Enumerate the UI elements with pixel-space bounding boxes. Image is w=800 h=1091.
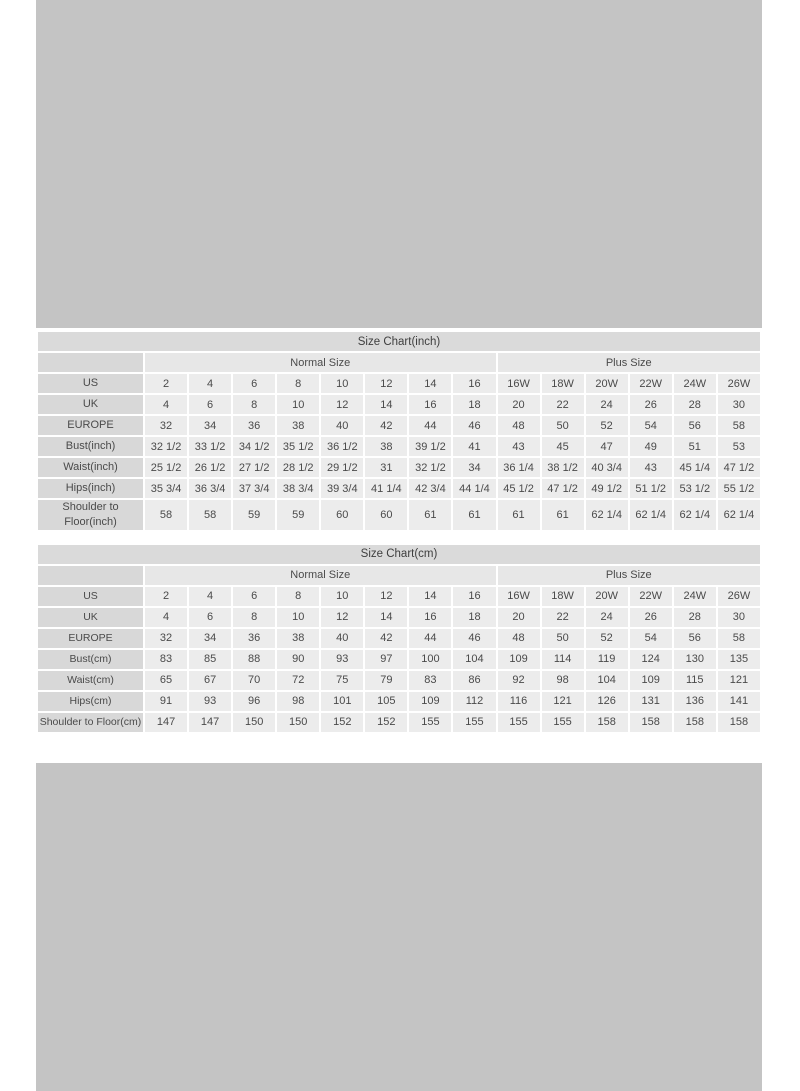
row-label: Waist(cm)	[38, 671, 143, 690]
size-value-cell: 10	[277, 608, 319, 627]
table-row	[38, 650, 760, 669]
size-value-cell: 28	[674, 608, 716, 627]
size-value-cell: 93	[321, 650, 363, 669]
size-value-cell: 45	[542, 437, 584, 456]
table-row	[38, 671, 760, 690]
size-value-cell: 62 1/4	[674, 500, 716, 530]
size-value-cell: 152	[365, 713, 407, 732]
size-value-cell: 130	[674, 650, 716, 669]
size-value-cell: 4	[189, 374, 231, 393]
size-value-cell: 61	[498, 500, 540, 530]
table-row	[38, 437, 760, 456]
size-value-cell: 2	[145, 587, 187, 606]
size-value-cell: 124	[630, 650, 672, 669]
size-value-cell: 150	[233, 713, 275, 732]
table-row	[38, 395, 760, 414]
size-value-cell: 18	[453, 608, 495, 627]
size-value-cell: 40 3/4	[586, 458, 628, 477]
size-value-cell: 26W	[718, 374, 760, 393]
size-value-cell: 49 1/2	[586, 479, 628, 498]
table-row	[38, 479, 760, 498]
size-value-cell: 44	[409, 629, 451, 648]
size-value-cell: 135	[718, 650, 760, 669]
size-value-cell: 136	[674, 692, 716, 711]
size-value-cell: 10	[321, 587, 363, 606]
size-value-cell: 56	[674, 416, 716, 435]
size-value-cell: 41	[453, 437, 495, 456]
size-value-cell: 62 1/4	[630, 500, 672, 530]
size-value-cell: 158	[630, 713, 672, 732]
size-value-cell: 43	[630, 458, 672, 477]
size-value-cell: 49	[630, 437, 672, 456]
size-value-cell: 158	[674, 713, 716, 732]
size-value-cell: 24	[586, 608, 628, 627]
size-value-cell: 48	[498, 416, 540, 435]
size-value-cell: 75	[321, 671, 363, 690]
size-value-cell: 58	[718, 416, 760, 435]
size-value-cell: 54	[630, 629, 672, 648]
row-label: US	[38, 587, 143, 606]
size-value-cell: 85	[189, 650, 231, 669]
size-value-cell: 61	[542, 500, 584, 530]
size-value-cell: 16	[453, 587, 495, 606]
size-value-cell: 30	[718, 395, 760, 414]
size-value-cell: 8	[277, 374, 319, 393]
size-value-cell: 12	[321, 608, 363, 627]
size-value-cell: 16	[453, 374, 495, 393]
size-value-cell: 26W	[718, 587, 760, 606]
size-value-cell: 6	[233, 587, 275, 606]
size-value-cell: 116	[498, 692, 540, 711]
size-value-cell: 8	[233, 395, 275, 414]
size-value-cell: 121	[542, 692, 584, 711]
size-value-cell: 28	[674, 395, 716, 414]
size-value-cell: 40	[321, 416, 363, 435]
size-value-cell: 27 1/2	[233, 458, 275, 477]
size-value-cell: 56	[674, 629, 716, 648]
size-value-cell: 33 1/2	[189, 437, 231, 456]
size-value-cell: 32 1/2	[145, 437, 187, 456]
size-value-cell: 141	[718, 692, 760, 711]
size-value-cell: 8	[233, 608, 275, 627]
size-value-cell: 24	[586, 395, 628, 414]
size-value-cell: 38	[365, 437, 407, 456]
size-value-cell: 36 1/4	[498, 458, 540, 477]
size-value-cell: 147	[145, 713, 187, 732]
table-row	[38, 500, 760, 530]
size-value-cell: 50	[542, 416, 584, 435]
size-value-cell: 34	[189, 629, 231, 648]
size-value-cell: 2	[145, 374, 187, 393]
table-row	[38, 416, 760, 435]
size-value-cell: 90	[277, 650, 319, 669]
size-value-cell: 92	[498, 671, 540, 690]
size-value-cell: 6	[233, 374, 275, 393]
group-header: Plus Size	[498, 566, 761, 585]
size-value-cell: 14	[409, 374, 451, 393]
size-value-cell: 35 3/4	[145, 479, 187, 498]
table-row	[38, 629, 760, 648]
size-value-cell: 58	[718, 629, 760, 648]
size-chart-tables	[36, 330, 762, 734]
size-value-cell: 109	[498, 650, 540, 669]
table-row	[38, 608, 760, 627]
size-value-cell: 53 1/2	[674, 479, 716, 498]
size-value-cell: 60	[321, 500, 363, 530]
size-value-cell: 46	[453, 629, 495, 648]
size-value-cell: 32 1/2	[409, 458, 451, 477]
size-value-cell: 131	[630, 692, 672, 711]
row-label: Bust(inch)	[38, 437, 143, 456]
table-row	[38, 713, 760, 732]
size-value-cell: 8	[277, 587, 319, 606]
row-label: Bust(cm)	[38, 650, 143, 669]
size-value-cell: 53	[718, 437, 760, 456]
size-value-cell: 36 3/4	[189, 479, 231, 498]
size-value-cell: 150	[277, 713, 319, 732]
size-value-cell: 18W	[542, 374, 584, 393]
size-value-cell: 40	[321, 629, 363, 648]
size-chart-cm	[36, 543, 762, 734]
size-value-cell: 29 1/2	[321, 458, 363, 477]
table-row	[38, 587, 760, 606]
size-value-cell: 32	[145, 416, 187, 435]
size-value-cell: 158	[586, 713, 628, 732]
row-label: Shoulder to Floor(inch)	[38, 500, 143, 530]
row-label: UK	[38, 608, 143, 627]
size-value-cell: 51	[674, 437, 716, 456]
size-value-cell: 22W	[630, 374, 672, 393]
size-value-cell: 47	[586, 437, 628, 456]
size-value-cell: 34	[189, 416, 231, 435]
size-value-cell: 155	[409, 713, 451, 732]
size-value-cell: 47 1/2	[542, 479, 584, 498]
size-value-cell: 39 3/4	[321, 479, 363, 498]
size-value-cell: 79	[365, 671, 407, 690]
row-label: EUROPE	[38, 629, 143, 648]
size-value-cell: 52	[586, 416, 628, 435]
size-value-cell: 100	[409, 650, 451, 669]
size-value-cell: 22	[542, 395, 584, 414]
size-value-cell: 88	[233, 650, 275, 669]
size-value-cell: 36	[233, 629, 275, 648]
size-value-cell: 43	[498, 437, 540, 456]
size-value-cell: 20W	[586, 587, 628, 606]
size-value-cell: 10	[277, 395, 319, 414]
table-title: Size Chart(inch)	[38, 332, 760, 351]
size-value-cell: 31	[365, 458, 407, 477]
size-value-cell: 28 1/2	[277, 458, 319, 477]
size-value-cell: 24W	[674, 587, 716, 606]
size-value-cell: 41 1/4	[365, 479, 407, 498]
size-value-cell: 72	[277, 671, 319, 690]
size-value-cell: 22W	[630, 587, 672, 606]
group-header: Plus Size	[498, 353, 761, 372]
size-value-cell: 16	[409, 395, 451, 414]
size-value-cell: 18	[453, 395, 495, 414]
size-value-cell: 65	[145, 671, 187, 690]
size-value-cell: 45 1/4	[674, 458, 716, 477]
size-value-cell: 61	[409, 500, 451, 530]
size-value-cell: 42	[365, 416, 407, 435]
size-value-cell: 104	[586, 671, 628, 690]
row-label: UK	[38, 395, 143, 414]
size-value-cell: 83	[409, 671, 451, 690]
table-row	[38, 692, 760, 711]
size-value-cell: 58	[145, 500, 187, 530]
size-value-cell: 96	[233, 692, 275, 711]
row-label: US	[38, 374, 143, 393]
size-value-cell: 47 1/2	[718, 458, 760, 477]
size-value-cell: 4	[145, 608, 187, 627]
size-value-cell: 83	[145, 650, 187, 669]
size-value-cell: 58	[189, 500, 231, 530]
size-value-cell: 152	[321, 713, 363, 732]
size-value-cell: 54	[630, 416, 672, 435]
size-value-cell: 14	[409, 587, 451, 606]
size-value-cell: 158	[718, 713, 760, 732]
size-value-cell: 109	[630, 671, 672, 690]
size-value-cell: 46	[453, 416, 495, 435]
row-label: Hips(inch)	[38, 479, 143, 498]
size-value-cell: 36	[233, 416, 275, 435]
size-value-cell: 67	[189, 671, 231, 690]
size-value-cell: 60	[365, 500, 407, 530]
size-value-cell: 97	[365, 650, 407, 669]
size-value-cell: 59	[233, 500, 275, 530]
size-value-cell: 16W	[498, 587, 540, 606]
size-value-cell: 34 1/2	[233, 437, 275, 456]
size-value-cell: 42	[365, 629, 407, 648]
row-label: Hips(cm)	[38, 692, 143, 711]
size-value-cell: 98	[542, 671, 584, 690]
size-value-cell: 37 3/4	[233, 479, 275, 498]
size-value-cell: 147	[189, 713, 231, 732]
table-row	[38, 374, 760, 393]
row-label: Waist(inch)	[38, 458, 143, 477]
row-label: EUROPE	[38, 416, 143, 435]
corner-cell	[38, 353, 143, 372]
size-value-cell: 93	[189, 692, 231, 711]
size-value-cell: 26 1/2	[189, 458, 231, 477]
size-value-cell: 26	[630, 608, 672, 627]
group-header: Normal Size	[145, 566, 496, 585]
size-value-cell: 38	[277, 416, 319, 435]
size-value-cell: 62 1/4	[718, 500, 760, 530]
size-value-cell: 14	[365, 395, 407, 414]
size-value-cell: 10	[321, 374, 363, 393]
size-value-cell: 38 1/2	[542, 458, 584, 477]
table-title: Size Chart(cm)	[38, 545, 760, 564]
size-value-cell: 39 1/2	[409, 437, 451, 456]
size-value-cell: 34	[453, 458, 495, 477]
size-value-cell: 126	[586, 692, 628, 711]
size-value-cell: 55 1/2	[718, 479, 760, 498]
size-value-cell: 155	[453, 713, 495, 732]
size-value-cell: 101	[321, 692, 363, 711]
size-value-cell: 12	[365, 587, 407, 606]
corner-cell	[38, 566, 143, 585]
size-value-cell: 20	[498, 395, 540, 414]
size-value-cell: 59	[277, 500, 319, 530]
size-value-cell: 20W	[586, 374, 628, 393]
size-value-cell: 22	[542, 608, 584, 627]
size-value-cell: 12	[321, 395, 363, 414]
size-value-cell: 61	[453, 500, 495, 530]
table-row	[38, 458, 760, 477]
size-value-cell: 25 1/2	[145, 458, 187, 477]
size-value-cell: 45 1/2	[498, 479, 540, 498]
product-image-gray-background	[36, 0, 762, 1091]
size-value-cell: 48	[498, 629, 540, 648]
size-value-cell: 30	[718, 608, 760, 627]
size-value-cell: 98	[277, 692, 319, 711]
size-value-cell: 4	[189, 587, 231, 606]
size-value-cell: 18W	[542, 587, 584, 606]
size-value-cell: 6	[189, 608, 231, 627]
size-value-cell: 52	[586, 629, 628, 648]
size-value-cell: 16	[409, 608, 451, 627]
size-value-cell: 91	[145, 692, 187, 711]
size-value-cell: 26	[630, 395, 672, 414]
size-value-cell: 44	[409, 416, 451, 435]
size-value-cell: 32	[145, 629, 187, 648]
group-header: Normal Size	[145, 353, 496, 372]
size-value-cell: 105	[365, 692, 407, 711]
size-value-cell: 109	[409, 692, 451, 711]
size-chart-inch	[36, 330, 762, 532]
size-value-cell: 14	[365, 608, 407, 627]
size-value-cell: 70	[233, 671, 275, 690]
size-value-cell: 50	[542, 629, 584, 648]
size-value-cell: 104	[453, 650, 495, 669]
size-value-cell: 155	[542, 713, 584, 732]
size-value-cell: 4	[145, 395, 187, 414]
size-value-cell: 51 1/2	[630, 479, 672, 498]
size-value-cell: 86	[453, 671, 495, 690]
size-value-cell: 112	[453, 692, 495, 711]
size-value-cell: 38 3/4	[277, 479, 319, 498]
size-value-cell: 12	[365, 374, 407, 393]
size-value-cell: 44 1/4	[453, 479, 495, 498]
size-value-cell: 16W	[498, 374, 540, 393]
row-label: Shoulder to Floor(cm)	[38, 713, 143, 732]
size-value-cell: 121	[718, 671, 760, 690]
size-value-cell: 36 1/2	[321, 437, 363, 456]
size-value-cell: 115	[674, 671, 716, 690]
size-value-cell: 42 3/4	[409, 479, 451, 498]
size-value-cell: 155	[498, 713, 540, 732]
size-value-cell: 6	[189, 395, 231, 414]
size-value-cell: 20	[498, 608, 540, 627]
size-value-cell: 35 1/2	[277, 437, 319, 456]
size-value-cell: 24W	[674, 374, 716, 393]
size-value-cell: 38	[277, 629, 319, 648]
size-value-cell: 62 1/4	[586, 500, 628, 530]
size-value-cell: 114	[542, 650, 584, 669]
size-value-cell: 119	[586, 650, 628, 669]
size-chart-section	[36, 328, 762, 763]
